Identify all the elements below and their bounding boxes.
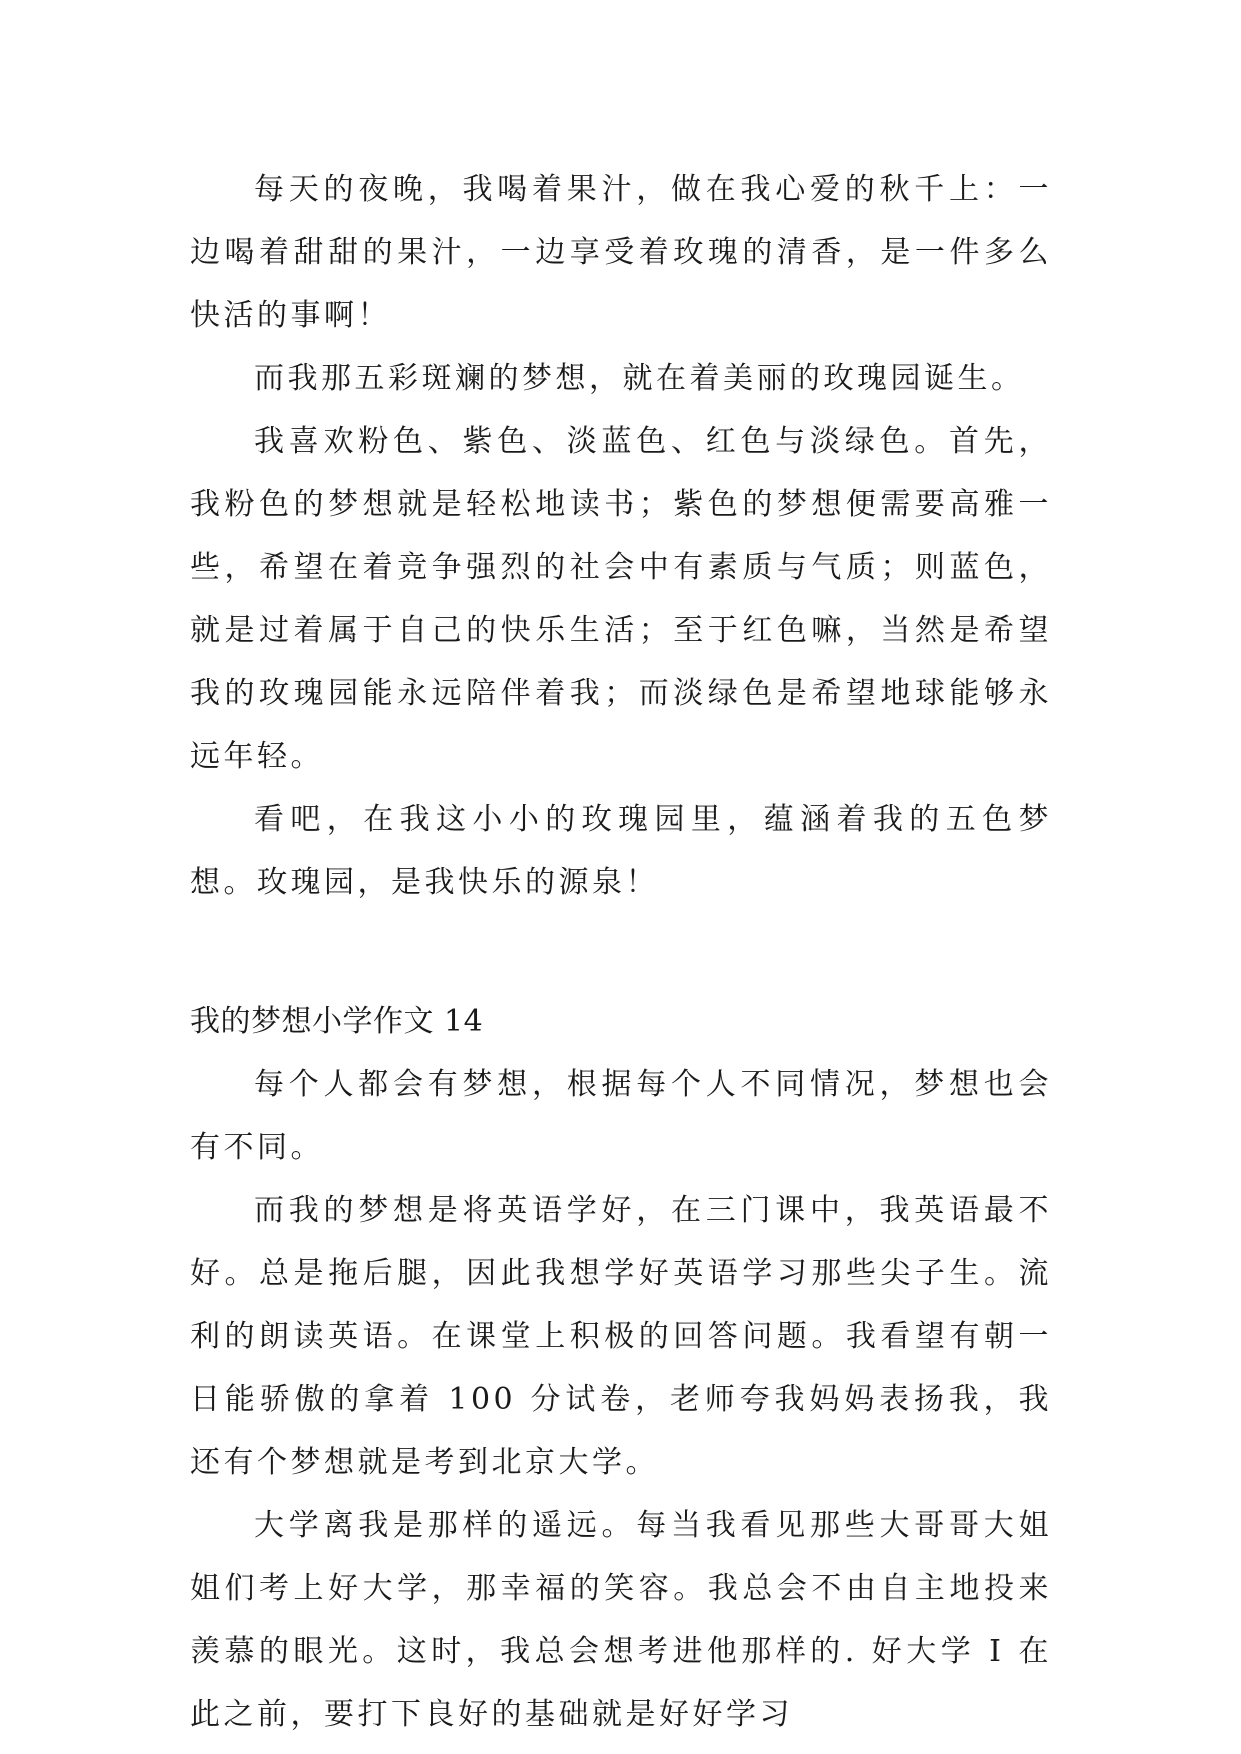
paragraph: 我喜欢粉色、紫色、淡蓝色、红色与淡绿色。首先，我粉色的梦想就是轻松地读书；紫色的梦想便需要高雅一些，希望在着竞争强烈的社会中有素质与气质；则蓝色，就是过着属于自己的快乐生活；至于红色嘛，当然是希望我的玫瑰园能永远陪伴着我；而淡绿色是希望地球能够永远年轻。 [190,424,1052,774]
paragraph: 每个人都会有梦想，根据每个人不同情况，梦想也会有不同。 [190,1067,1052,1165]
paragraph: 而我那五彩斑斓的梦想，就在着美丽的玫瑰园诞生。 [254,361,1025,396]
paragraph: 而我的梦想是将英语学好，在三门课中，我英语最不好。总是拖后腿，因此我想学好英语学习那些尖子生。流利的朗读英语。在课堂上积极的回答问题。我看望有朝一日能骄傲的拿着 100 分试卷，老师夸我妈妈表扬我，我还有个梦想就是考到北京大学。 [190,1193,1052,1480]
paragraph: 大学离我是那样的遥远。每当我看见那些大哥哥大姐姐们考上好大学，那幸福的笑容。我总会不由自主地投来羡慕的眼光。这时，我总会想考进他那样的. 好大学 I 在此之前，要打下良好的基础就是好好学习 [190,1508,1052,1732]
paragraph: 每天的夜晚，我喝着果汁，做在我心爱的秋千上：一边喝着甜甜的果汁，一边享受着玫瑰的清香，是一件多么快活的事啊！ [190,172,1052,333]
paragraph: 看吧，在我这小小的玫瑰园里，蕴涵着我的五色梦想。玫瑰园，是我快乐的源泉！ [190,802,1052,900]
section-heading: 我的梦想小学作文 14 [190,1004,484,1039]
document-body [190,158,1052,1746]
